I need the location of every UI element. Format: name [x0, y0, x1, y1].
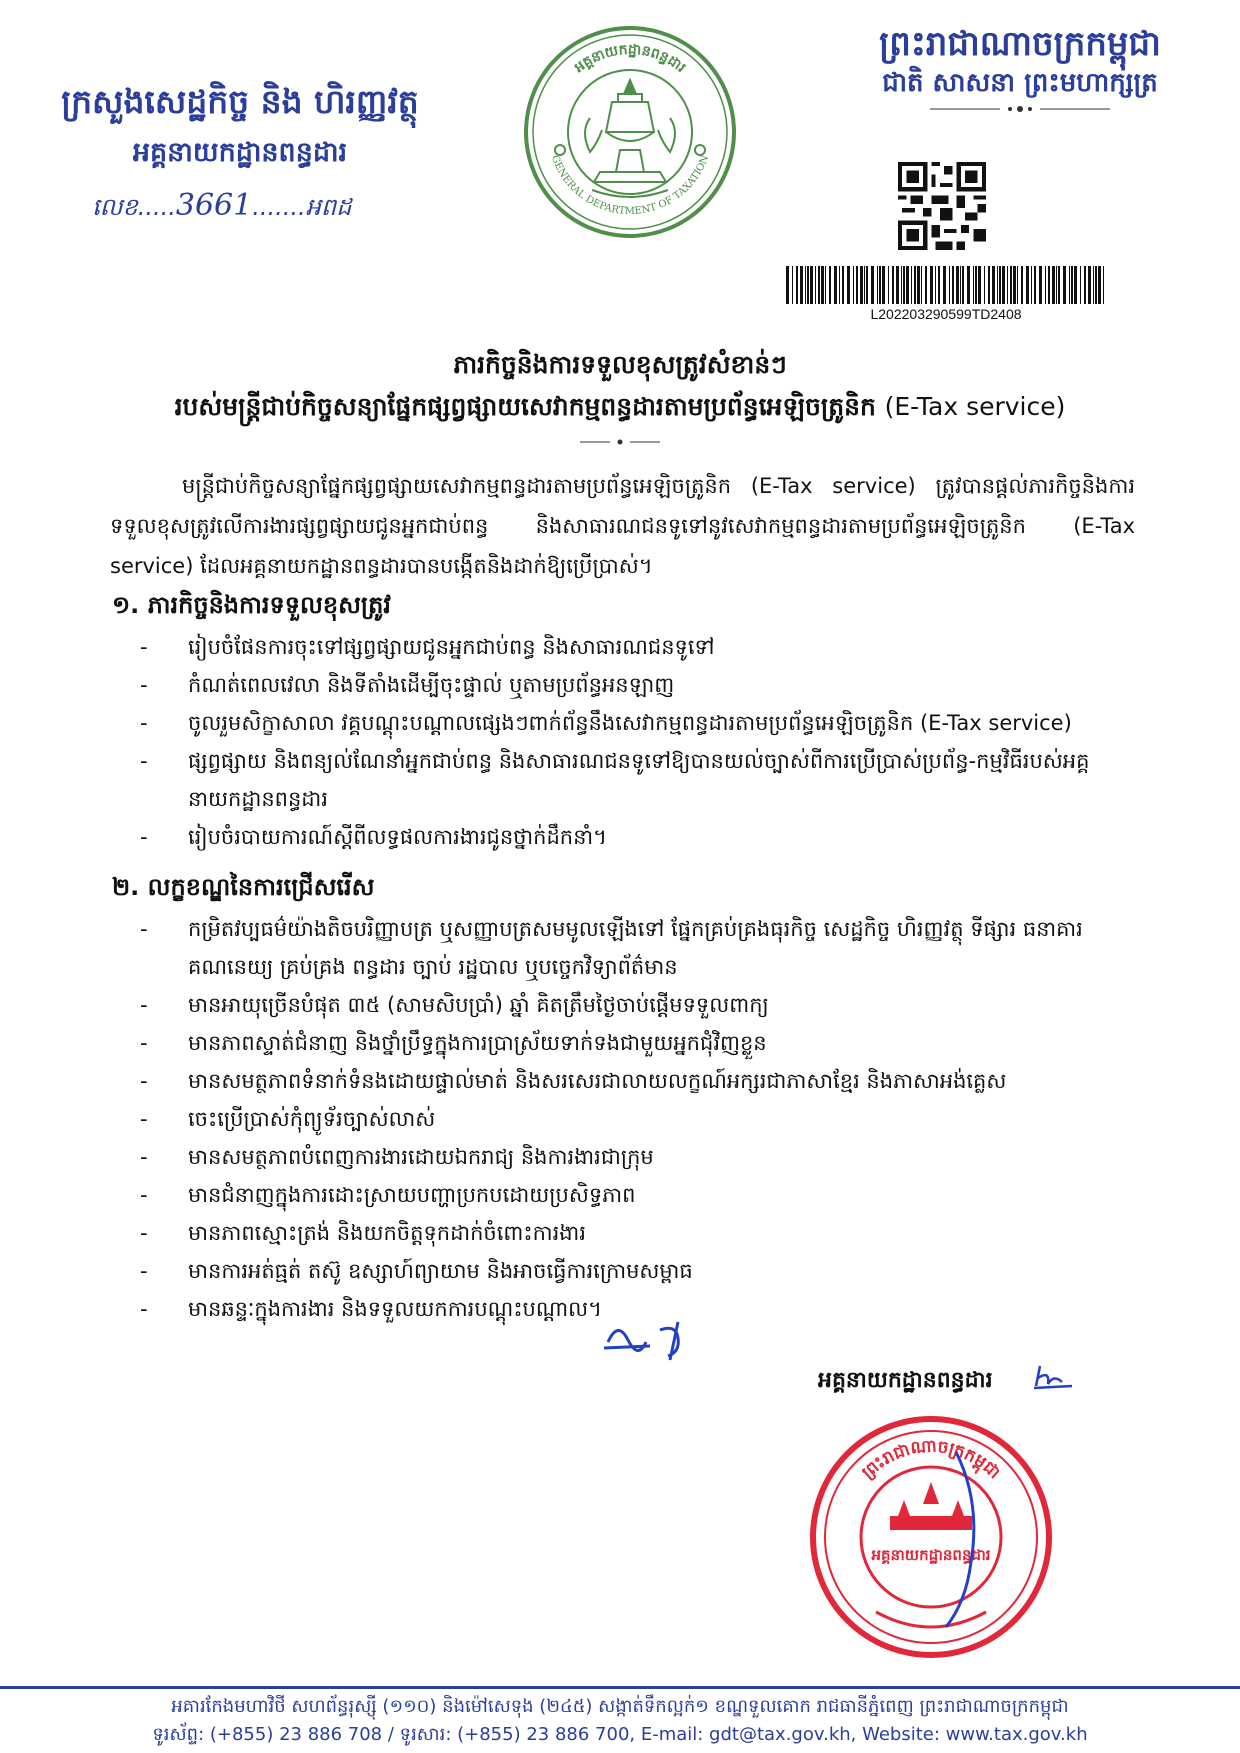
list-item: - ចូលរួមសិក្ខាសាលា វគ្គបណ្តុះបណ្តាលផ្សេងៗពាក់ព័ន្ធនឹងសេវាកម្មពន្ធដារតាមប្រព័ន្ធអេឡិចត្រូនិក (E-Tax service)	[140, 704, 1140, 742]
requirements-list	[140, 910, 1140, 1328]
svg-text:GENERAL DEPARTMENT OF TAXATION	[549, 154, 711, 217]
ministry-name: ក្រសួងសេដ្ឋកិច្ច និង ហិរញ្ញវត្ថុ	[61, 82, 419, 121]
list-item: - កម្រិតវប្បធម៌យ៉ាងតិចបរិញ្ញាបត្រ ឬសញ្ញាបត្រសមមូលឡើងទៅ ផ្នែកគ្រប់គ្រងធុរកិច្ច សេដ្ឋកិច្ច ហិរញ្ញវត្ថុ ទីផ្សារ ធនាគារ គណនេយ្យ គ្រប់គ្រង ពន្ធដារ ច្បាប់ រដ្ឋបាល ឬបច្ចេកវិទ្យាព័ត៌មាន	[140, 910, 1140, 986]
document-title-line2-english: (E-Tax service)	[884, 392, 1066, 421]
list-item: - មានភាពស្មោះត្រង់ និងយកចិត្តទុកដាក់ចំពោះការងារ	[140, 1214, 1140, 1252]
barcode-number: L202203290599TD2408	[870, 306, 1022, 322]
list-item: - មានការអត់ធ្មត់ តស៊ូ ឧស្សាហ៍ព្យាយាម និងអាចធ្វើការក្រោមសម្ពាធ	[140, 1252, 1140, 1290]
list-item: - មានសមត្ថភាពបំពេញការងារដោយឯករាជ្យ និងការងារជាក្រុម	[140, 1138, 1140, 1176]
signature-title: អគ្គនាយកដ្ឋានពន្ធដារ	[818, 1368, 993, 1393]
signature-initials-mark	[1030, 1360, 1076, 1390]
footer-divider	[0, 1686, 1240, 1689]
kingdom-name: ព្រះរាជាណាចក្រកម្ពុជា	[879, 24, 1161, 64]
footer-address: អគារកែងមហាវិថី សហព័ន្ធរុស្ស៊ី (១១០) និងម៉ៅសេទុង (២៤៥) សង្កាត់ទឹកល្អក់១ ខណ្ឌទួលគោក រាជធានីភ្នំពេញ ព្រះរាជាណាចក្រកម្ពុជា	[171, 1696, 1069, 1717]
list-item: - មានសមត្ថភាពទំនាក់ទំនងដោយផ្ទាល់មាត់ និងសរសេរជាលាយលក្ខណ៍អក្សរជាភាសាខ្មែរ និងភាសាអង់គ្លេស	[140, 1062, 1140, 1100]
emblem-english-text: GENERAL DEPARTMENT OF TAXATION	[548, 153, 712, 218]
intro-paragraph	[110, 466, 1135, 586]
document-number-suffix: .......អពដ	[252, 193, 352, 221]
list-item: - ផ្សព្វផ្សាយ និងពន្យល់ណែនាំអ្នកជាប់ពន្ធ និងសាធារណជនទូទៅឱ្យបានយល់ច្បាស់ពីការប្រើប្រាស់ប្រព័ន្ធ-កម្មវិធីរបស់អគ្គនាយកដ្ឋានពន្ធដារ	[140, 742, 1140, 818]
list-item: - មានអាយុច្រើនបំផុត ៣៥ (សាមសិបប្រាំ) ឆ្នាំ គិតត្រឹមថ្ងៃចាប់ផ្តើមទទួលពាក្យ	[140, 986, 1140, 1024]
list-item: - មានឆន្ទៈក្នុងការងារ និងទទួលយកការបណ្តុះបណ្តាល។	[140, 1290, 1140, 1328]
section-heading-duties: ១. ភារកិច្ចនិងការទទួលខុសត្រូវ	[112, 591, 391, 619]
list-item: - មានជំនាញក្នុងការដោះស្រាយបញ្ហាប្រកបដោយប្រសិទ្ធភាព	[140, 1176, 1140, 1214]
official-red-seal	[806, 1412, 1056, 1662]
intro-text: មន្ត្រីជាប់កិច្ចសន្យាផ្នែកផ្សព្វផ្សាយសេវាកម្មពន្ធដារតាមប្រព័ន្ធអេឡិចត្រូនិក (E-Tax service) ត្រូវបានផ្តល់ភារកិច្ចនិងការទទួលខុសត្រូវលើការងារផ្សព្វផ្សាយជូនអ្នកជាប់ពន្ធ និងសាធារណជនទូទៅនូវសេវាកម្មពន្ធដារតាមប្រព័ន្ធអេឡិចត្រូនិក (E-Tax service) ដែលអគ្គនាយកដ្ឋានពន្ធដារបានបង្កើតនិងដាក់ឱ្យប្រើប្រាស់។	[110, 474, 1135, 578]
seal-arc-text: ព្រះរាជាណាចក្រកម្ពុជា	[858, 1436, 1005, 1484]
list-item: - ចេះប្រើប្រាស់កុំព្យូទ័រច្បាស់លាស់	[140, 1100, 1140, 1138]
document-number	[92, 188, 351, 227]
title-ornament-divider	[580, 438, 660, 446]
list-item: - រៀបចំរបាយការណ៍ស្តីពីលទ្ធផលការងារជូនថ្នាក់ដឹកនាំ។	[140, 818, 1140, 856]
document-number-value: 3661	[175, 188, 253, 223]
document-title-line2	[0, 392, 1240, 428]
gdt-emblem-logo	[520, 22, 740, 242]
barcode	[786, 266, 1106, 310]
list-item: - កំណត់ពេលវេលា និងទីតាំងដើម្បីចុះផ្ទាល់ ឬតាមប្រព័ន្ធអនឡាញ	[140, 666, 1140, 704]
emblem-khmer-text: អគ្គនាយកដ្ឋានពន្ធដារ	[571, 41, 689, 77]
national-motto: ជាតិ សាសនា ព្រះមហាក្សត្រ	[882, 68, 1158, 98]
document-title-line1: ភារកិច្ចនិងការទទួលខុសត្រូវសំខាន់ៗ	[453, 350, 787, 379]
list-item: - មានភាពស្ទាត់ជំនាញ និងថ្នាំប្រឹទ្ធក្នុងការប្រាស្រ័យទាក់ទងជាមួយអ្នកជុំវិញខ្លួន	[140, 1024, 1140, 1062]
section-heading-requirements: ២. លក្ខខណ្ឌនៃការជ្រើសរើស	[112, 873, 375, 901]
document-title-line2-khmer: របស់មន្ត្រីជាប់កិច្ចសន្យាផ្នែកផ្សព្វផ្សាយសេវាកម្មពន្ធដារតាមប្រព័ន្ធអេឡិចត្រូនិក	[174, 392, 876, 421]
footer-contact: ទូរស័ព្ទ: (+855) 23 886 708 / ទូរសារ: (+855) 23 886 700, E-mail: gdt@tax.gov.kh, Website: www.tax.gov.kh	[152, 1724, 1088, 1745]
department-name: អគ្គនាយកដ្ឋានពន្ធដារ	[132, 137, 348, 168]
motto-ornament-divider	[930, 104, 1110, 114]
duties-list	[140, 628, 1140, 856]
qr-code	[898, 162, 986, 250]
seal-center-text: អគ្គនាយកដ្ឋានពន្ធដារ	[871, 1546, 991, 1564]
list-item: - រៀបចំផែនការចុះទៅផ្សព្វផ្សាយជូនអ្នកជាប់ពន្ធ និងសាធារណជនទូទៅ	[140, 628, 1140, 666]
handwritten-initials-mark	[598, 1312, 708, 1362]
document-number-prefix: លេខ.....	[92, 193, 176, 221]
